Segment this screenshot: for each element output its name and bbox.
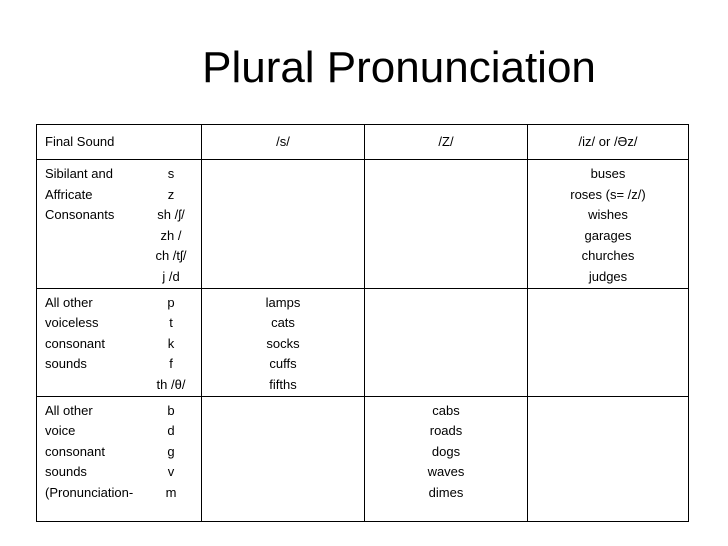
z-words-cell [365, 160, 528, 289]
word: roses (s= /z/) [570, 186, 646, 202]
sound-list: s z sh /ʃ/ zh / ch /tʃ/ j /d [155, 166, 187, 284]
table-row-voiced [37, 396, 689, 521]
word: fifths [269, 376, 297, 392]
plural-pronunciation-table [36, 124, 689, 522]
iz-words-cell [528, 396, 689, 521]
word: cuffs [269, 356, 297, 372]
iz-words-cell [528, 288, 689, 396]
word: lamps [265, 294, 301, 310]
header-final-sound: Final Sound [37, 125, 202, 160]
word: cabs [432, 402, 460, 418]
category-text: All other voice consonant sounds (Pronunciation- [45, 402, 134, 500]
table-row-sibilant [37, 160, 689, 289]
sound-list: p t k f th /θ/ [156, 294, 186, 392]
table-row-voiceless [37, 288, 689, 396]
s-words-cell [202, 396, 365, 521]
category-text: All other voiceless consonant sounds [45, 294, 105, 372]
header-iz: /iz/ or /Əz/ [528, 125, 689, 160]
word: buses [590, 166, 626, 181]
word: waves [427, 464, 465, 480]
final-sound-cell [37, 396, 202, 521]
word: socks [266, 335, 300, 351]
z-words-cell [365, 288, 528, 396]
word: dogs [431, 443, 461, 459]
header-z: /Z/ [365, 125, 528, 160]
word: dimes [428, 484, 464, 500]
sound-list: b d g v m [165, 402, 177, 500]
word: wishes [588, 207, 628, 223]
word: cats [271, 315, 295, 331]
slide-title: Plural Pronunciation [202, 43, 596, 92]
word: churches [581, 248, 635, 264]
category-text: Sibilant and Affricate Consonants [45, 166, 115, 223]
s-words-cell [202, 160, 365, 289]
word: roads [429, 423, 463, 439]
header-s: /s/ [202, 125, 365, 160]
final-sound-cell [37, 288, 202, 396]
word: garages [584, 227, 632, 243]
final-sound-cell [37, 160, 202, 289]
z-words-cell [365, 396, 528, 521]
word: judges [588, 268, 628, 284]
table-header-row [37, 125, 689, 160]
iz-words-cell [528, 160, 689, 289]
s-words-cell [202, 288, 365, 396]
